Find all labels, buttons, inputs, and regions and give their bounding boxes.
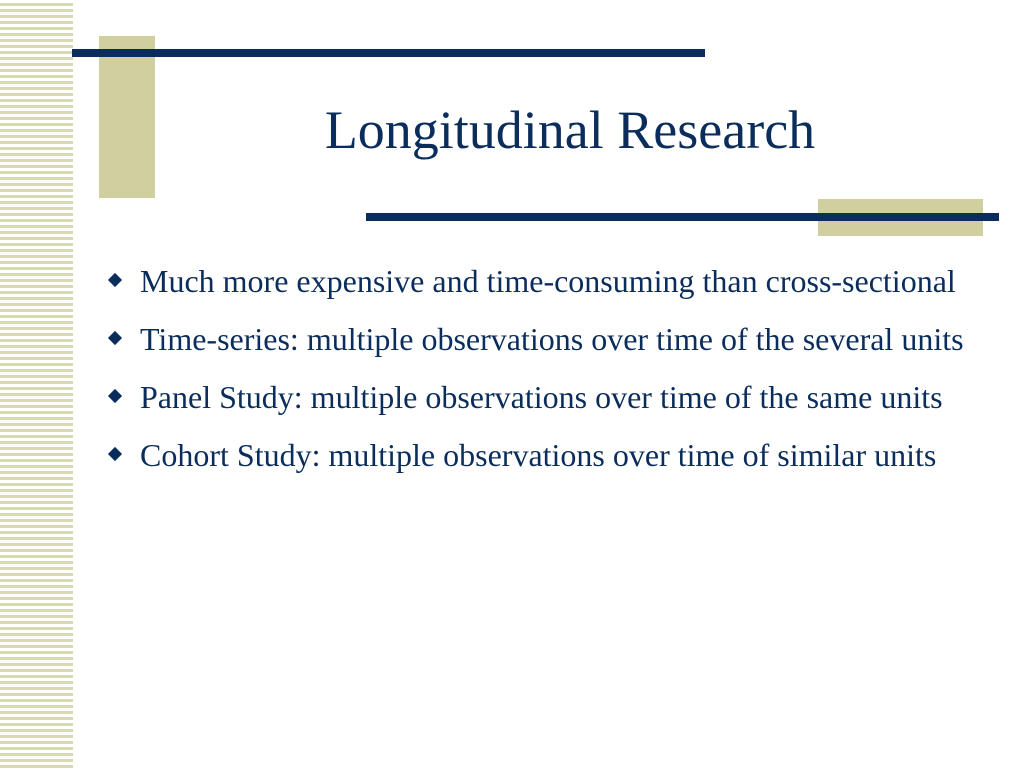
bullet-item (100, 316, 980, 362)
striped-side-band (0, 0, 73, 768)
bullet-text: Panel Study: multiple observations over time of the same units (140, 379, 943, 415)
bullet-text: Much more expensive and time-consuming than cross-sectional (140, 263, 956, 299)
diamond-bullet-icon (108, 331, 122, 345)
bullet-text: Cohort Study: multiple observations over time of similar units (140, 437, 937, 473)
bullet-item (100, 374, 980, 420)
bullet-item (100, 258, 980, 304)
slide-title: Longitudinal Research (324, 100, 816, 160)
diamond-bullet-icon (108, 273, 122, 287)
diamond-bullet-icon (108, 447, 122, 461)
bullet-item (100, 432, 980, 478)
bullet-text: Time-series: multiple observations over time of the several units (140, 321, 964, 357)
bullet-list (100, 258, 980, 490)
decorative-rule-bottom (366, 213, 999, 221)
decorative-rule-top (72, 49, 705, 57)
decorative-block-left (99, 36, 155, 198)
diamond-bullet-icon (108, 389, 122, 403)
